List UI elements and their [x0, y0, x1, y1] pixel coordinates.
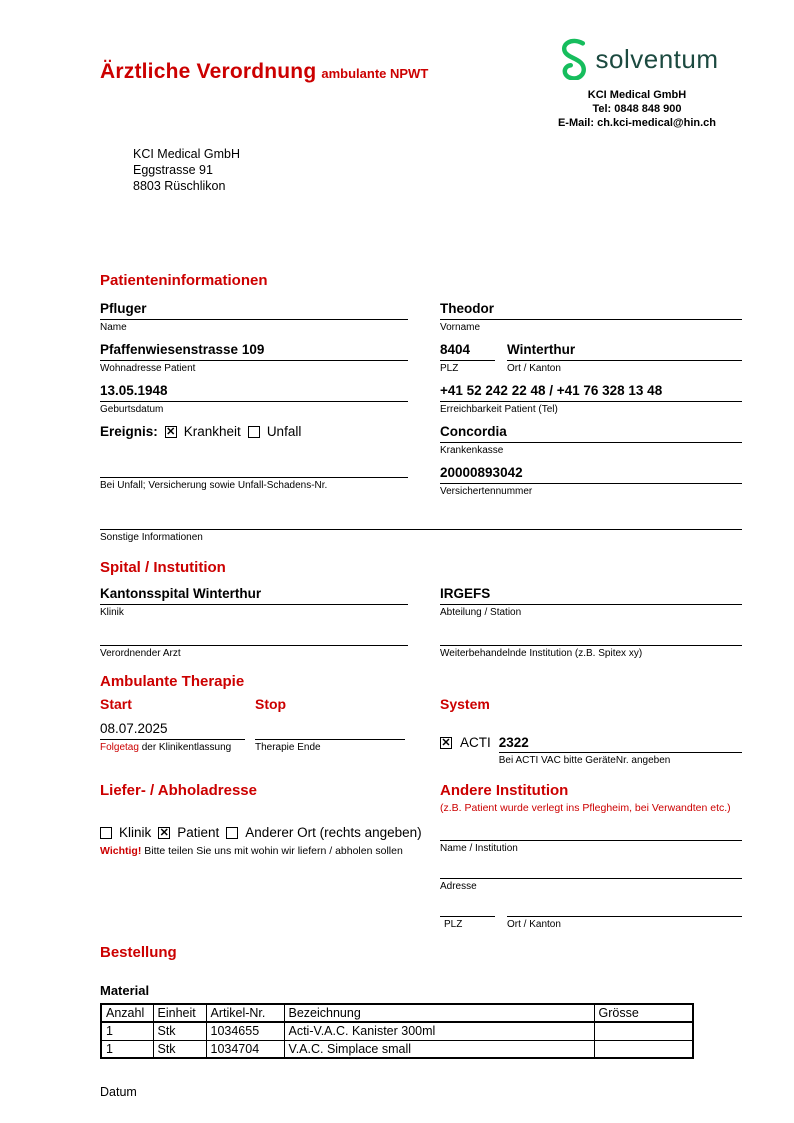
field-wohnadresse — [100, 342, 408, 374]
field-telefon — [440, 383, 742, 415]
field-abteilung-label: Abteilung / Station — [440, 607, 522, 618]
field-start-value: 08.07.2025 — [100, 721, 168, 736]
subheading-stop: Stop — [255, 696, 287, 712]
field-stop-value — [255, 721, 405, 739]
checkbox-unfall-label: Unfall — [266, 424, 302, 439]
field-versichertennummer — [440, 465, 742, 497]
material-table-header-row — [101, 1004, 693, 1022]
field-vorname-label: Vorname — [440, 322, 481, 333]
field-start-label: Folgetag der Klinikentlassung — [100, 742, 232, 753]
material-subheading: Material — [100, 983, 150, 998]
subheading-system: System — [440, 696, 490, 712]
field-institution-name-label: Name / Institution — [440, 843, 518, 854]
field-geburtsdatum-label: Geburtsdatum — [100, 404, 164, 415]
page-title: Ärztliche Verordnung — [100, 60, 317, 83]
checkbox-patient-label: Patient — [177, 825, 220, 840]
datum-label: Datum — [100, 1085, 137, 1099]
field-institution-name-value — [440, 826, 742, 840]
field-vorname — [440, 301, 742, 333]
field-unfall-nr-label: Bei Unfall; Versicherung sowie Unfall-Schadens-Nr. — [100, 480, 328, 491]
checkbox-anderer-ort — [226, 827, 238, 839]
field-vorname-value: Theodor — [440, 301, 494, 316]
company-contact — [532, 88, 742, 130]
checkbox-acti: ✕ — [441, 737, 451, 749]
field-krankenkasse-label: Krankenkasse — [440, 445, 504, 456]
field-start — [100, 721, 245, 753]
field-weiterbehandelnde-value — [440, 627, 742, 645]
page-title-suffix: ambulante NPWT — [321, 66, 429, 81]
section-heading-liefer: Liefer- / Abholadresse — [100, 782, 257, 799]
title-block — [100, 60, 428, 84]
field-institution-plz-label: PLZ — [444, 919, 463, 930]
field-institution-name — [440, 826, 742, 854]
field-name-label: Name — [100, 322, 127, 333]
checkbox-klinik-label: Klinik — [119, 825, 152, 840]
field-versichertennummer-label: Versichertennummer — [440, 486, 533, 497]
checkbox-krankheit-label: Krankheit — [183, 424, 241, 439]
section-heading-patient: Patienteninformationen — [100, 272, 268, 289]
field-institution-adresse-value — [440, 864, 742, 878]
checkbox-anderer-ort-label: Anderer Ort (rechts angeben) — [245, 825, 422, 840]
cell-artikelnr: 1034704 — [206, 1040, 284, 1058]
section-heading-andere: Andere Institution — [440, 782, 569, 799]
cell-bezeichnung: V.A.C. Simplace small — [284, 1040, 594, 1058]
field-stop-label: Therapie Ende — [255, 742, 321, 753]
field-klinik — [100, 586, 408, 618]
field-telefon-value: +41 52 242 22 48 / +41 76 328 13 48 — [440, 383, 663, 398]
field-plz — [440, 342, 495, 374]
field-geraetenr — [499, 735, 742, 766]
field-institution-plz-value — [440, 902, 495, 916]
field-krankenkasse-value: Concordia — [440, 424, 507, 439]
field-arzt-label: Verordnender Arzt — [100, 648, 181, 659]
field-abteilung — [440, 586, 742, 618]
cell-artikelnr: 1034655 — [206, 1022, 284, 1040]
field-geraetenr-label: Bei ACTI VAC bitte GeräteNr. angeben — [498, 755, 671, 766]
andere-subnote: (z.B. Patient wurde verlegt ins Pflegheim, bei Verwandten etc.) — [440, 802, 731, 814]
contact-email: E-Mail: ch.kci-medical@hin.ch — [557, 117, 717, 129]
logo-block — [532, 38, 742, 130]
liefer-options-row — [100, 825, 430, 840]
checkbox-patient: ✕ — [159, 826, 169, 839]
field-telefon-label: Erreichbarkeit Patient (Tel) — [440, 404, 558, 415]
field-sonstige — [100, 511, 742, 543]
col-header-einheit: Einheit — [153, 1004, 206, 1022]
field-institution-ort-value — [507, 902, 742, 916]
field-weiterbehandelnde-label: Weiterbehandelnde Institution (z.B. Spitex xy) — [440, 648, 643, 659]
field-geraetenr-value: 2322 — [498, 735, 529, 750]
field-unfall-nr-value — [100, 459, 408, 477]
field-plz-value: 8404 — [440, 342, 471, 357]
table-row — [101, 1022, 693, 1040]
checkbox-klinik — [100, 827, 112, 839]
field-ort-value: Winterthur — [507, 342, 576, 357]
field-abteilung-value: IRGEFS — [440, 586, 491, 601]
section-heading-spital: Spital / Instutition — [100, 559, 226, 576]
col-header-groesse: Grösse — [594, 1004, 693, 1022]
field-institution-adresse — [440, 864, 742, 892]
field-sonstige-label: Sonstige Informationen — [100, 532, 203, 543]
field-name-value: Pfluger — [100, 301, 147, 316]
cell-einheit: Stk — [153, 1040, 206, 1058]
cell-anzahl: 1 — [101, 1040, 153, 1058]
liefer-note: Wichtig! Bitte teilen Sie uns mit wohin wir liefern / abholen sollen — [100, 845, 403, 857]
table-row — [101, 1040, 693, 1058]
cell-bezeichnung: Acti-V.A.C. Kanister 300ml — [284, 1022, 594, 1040]
checkbox-acti-label: ACTI — [460, 735, 491, 750]
field-unfall-nr — [100, 459, 408, 491]
cell-einheit: Stk — [153, 1022, 206, 1040]
field-plz-label: PLZ — [440, 363, 459, 374]
section-heading-bestellung: Bestellung — [100, 944, 177, 961]
sender-address — [133, 146, 742, 194]
ereignis-row — [100, 424, 408, 439]
field-weiterbehandelnde — [440, 627, 742, 659]
subheading-start: Start — [100, 696, 132, 712]
field-versichertennummer-value: 20000893042 — [440, 465, 523, 480]
field-institution-ort — [507, 902, 742, 930]
header — [100, 38, 742, 130]
field-klinik-value: Kantonsspital Winterthur — [100, 586, 262, 601]
solventum-s-icon — [556, 38, 590, 80]
field-geburtsdatum — [100, 383, 408, 415]
field-wohnadresse-value: Pfaffenwiesenstrasse 109 — [100, 342, 265, 357]
field-krankenkasse — [440, 424, 742, 456]
field-sonstige-value — [100, 511, 742, 529]
field-arzt — [100, 627, 408, 659]
field-institution-ort-label: Ort / Kanton — [507, 919, 561, 930]
checkbox-unfall — [248, 426, 260, 438]
field-wohnadresse-label: Wohnadresse Patient — [100, 363, 196, 374]
sender-company: KCI Medical GmbH — [133, 147, 240, 161]
field-klinik-label: Klinik — [100, 607, 124, 618]
cell-groesse — [594, 1022, 693, 1040]
cell-anzahl: 1 — [101, 1022, 153, 1040]
material-table — [100, 1003, 694, 1059]
field-geburtsdatum-value: 13.05.1948 — [100, 383, 168, 398]
contact-company: KCI Medical GmbH — [587, 89, 687, 101]
field-name — [100, 301, 408, 333]
field-institution-plz — [440, 902, 495, 930]
sender-street: Eggstrasse 91 — [133, 163, 213, 177]
field-stop — [255, 721, 405, 753]
ereignis-label: Ereignis: — [100, 424, 158, 439]
col-header-artikelnr: Artikel-Nr. — [206, 1004, 284, 1022]
field-institution-adresse-label: Adresse — [440, 881, 477, 892]
field-ort-label: Ort / Kanton — [507, 363, 561, 374]
section-heading-therapie: Ambulante Therapie — [100, 673, 245, 690]
field-arzt-value — [100, 627, 408, 645]
col-header-bezeichnung: Bezeichnung — [284, 1004, 594, 1022]
cell-groesse — [594, 1040, 693, 1058]
col-header-anzahl: Anzahl — [101, 1004, 153, 1022]
sender-city: 8803 Rüschlikon — [133, 179, 226, 193]
field-ort — [507, 342, 742, 374]
contact-phone: Tel: 0848 848 900 — [592, 103, 682, 115]
checkbox-krankheit: ✕ — [166, 425, 176, 438]
solventum-wordmark: solventum — [595, 43, 719, 74]
